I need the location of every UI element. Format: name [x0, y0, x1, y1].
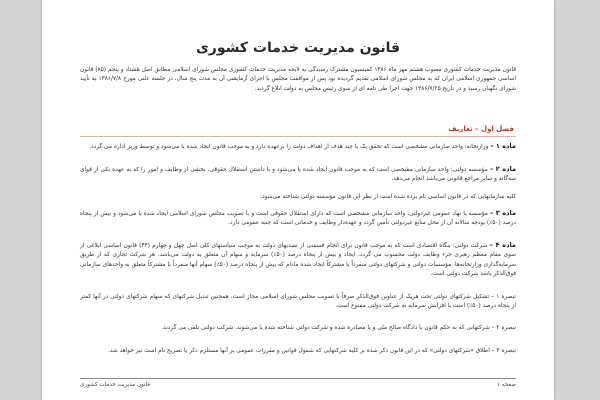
- chapter-heading: فصل اول – تعاریف: [448, 125, 514, 133]
- article-2: [80, 165, 516, 185]
- note-1: [80, 293, 516, 312]
- article-label: ماده ۲ –: [489, 165, 517, 173]
- page-content: [80, 0, 516, 400]
- article-4: [80, 241, 516, 280]
- chapter-divider: [80, 136, 516, 137]
- note-text: تبصره ۲ – شرکتهایی که به حکم قانون یا دادگاه صالح ملی و یا مصادره شده و شرکت دولتی شناخته شده یا می‌شوند، شرکت دولتی تلقی می گردند.: [161, 325, 516, 331]
- document-page: [42, 0, 554, 400]
- article-1: [80, 142, 516, 152]
- article-text: وزارتخانه: واحد سازمانی مشخصی است که تحقق یک یا چند هدف از اهداف دولت را برعهده دارد و به موجب قانون ایجاد شده یا می‌شود و توسط وزیر اداره می گردد.: [89, 144, 489, 150]
- article-text: مؤسسه دولتی: واحد سازمانی مشخصی است که به موجب قانون ایجاد شده یا می‌شود و با داشتن استقلال حقوقی، بخشی از وظایف و امور را که به عهده یکی از قوای سه‌گانه و سایر مراجع قانونی می‌باشد انجام می‌دهد.: [80, 167, 516, 183]
- article-label: ماده ۱ –: [490, 142, 516, 150]
- document-title: قانون مدیریت خدمات کشوری: [195, 40, 401, 56]
- article-text: کلیه سازمانهایی که در قانون اساسی نام برده شده است از نظر این قانون مؤسسه دولتی شناخته می‌شود.: [260, 194, 516, 200]
- footer-divider: [80, 378, 516, 379]
- article-text: مؤسسه یا نهاد عمومی غیردولتی: واحد سازمانی مشخصی است که دارای استقلال حقوقی است و با تصویب مجلس شورای اسلامی ایجاد شده یا می‌شود و بیش از پنجاه درصد (۵۰٪) بودجه سالانه آن از محل منابع غیردولتی تأمین گردد و عهده‌دار وظایف و خدماتی است که جنبه عمومی دارد.: [80, 211, 516, 227]
- article-3: [80, 209, 516, 229]
- article-label: ماده ۳ –: [489, 209, 517, 217]
- intro-paragraph: قانون مدیریت خدمات کشوری مصوب هشتم مهر ماه ۱۳۸۶ کمیسیون مشترک رسیدگی به لایحه مدیریت خدمات کشوری مجلس شورای اسلامی مطابق اصل هشتاد و پنجم (۸۵) قانون اساسی جمهوری اسلامی ایران که به مجلس شورای اسلامی تقدیم گردیده بود پس از موافقت مجلس با اجرای آزمایشی آن به مدت پنج سال، در جلسه علنی مورخ ۱۳۸۶/۷/۸ به تأیید شورای نگهبان رسید و در تاریخ ۱۳۸۶/۷/۲۵ جهت اجرا طی نامه ای از سوی رئیس مجلس به دولت ابلاغ گردید.: [80, 67, 516, 92]
- footer-title: قانون مدیریت خدمات کشوری: [80, 382, 150, 388]
- page-number: صفحه ۱: [497, 382, 516, 388]
- article-label: ماده ۴ –: [489, 241, 517, 249]
- note-2: [80, 324, 516, 333]
- note-text: تبصره ۳ – اطلاق «شرکتهای دولتی» که در این قانون ذکر شده بر کلیه شرکتهایی که شمول قوانین و مقررات عمومی بر آنها مستلزم ذکر یا تصریح نام است نیز خواهد شد.: [108, 348, 516, 354]
- article-2-note: [80, 193, 516, 202]
- note-text: تبصره ۱ – تشکیل شرکتهای دولتی تحت هریک از عناوین فوق‌الذکر صرفاً با تصویب مجلس شورای اسلامی مجاز است، همچنین تبدیل شرکتهای که سهام شرکتهای دولتی در آنها کمتر از پنجاه درصد (۵۰٪) است با افزایش سرمایه به شرکت دولتی ممنوع است.: [80, 294, 517, 310]
- note-3: [80, 347, 516, 356]
- article-text: شرکت دولتی: بنگاه اقتصادی است که به موجب قانون برای انجام قسمتی از تصدیهای دولت به موجب سیاستهای کلی اصل چهل و چهارم (۴۴) قانون اساسی ابلاغی از سوی مقام معظم رهبری جزء وظایف دولت محسوب می گردد، ایجاد و بیش از پنجاه درصد (۵۰٪) سرمایه و سهام آن متعلق به دولت می‌باشد. هر شرکت تجاری که از طریق سرمایه‌گذاری وزارتخانه‌ها، مؤسسات دولتی و شرکتهای دولتی منفرداً یا مشترکاً ایجاد شده مادام که بیش از پنجاه درصد (۵۰٪) سهام آنها منفرداً یا مشترکاً متعلق به واحدهای سازمانی فوق‌الذکر باشد شرکت دولتی است.: [80, 243, 517, 278]
